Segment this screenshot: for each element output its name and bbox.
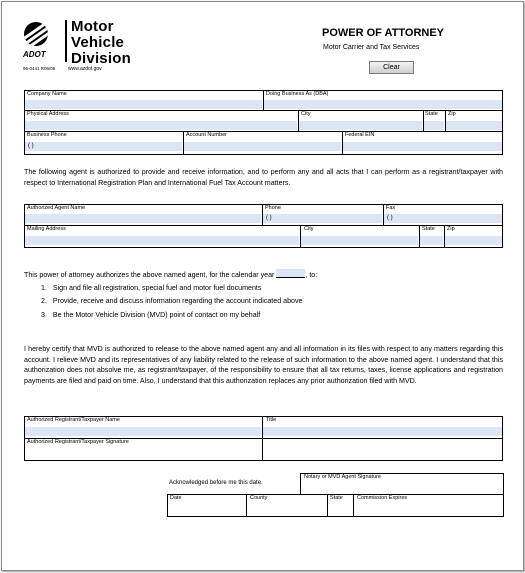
divider [262,438,263,461]
commission-expires-label: Commission Expires [357,495,408,501]
website-link[interactable]: www.azdot.gov [68,66,102,72]
mailing-address-label: Mailing Address [27,226,66,232]
zip-label: Zip [448,111,456,117]
authorization-item [41,297,302,305]
calendar-year-field[interactable] [276,269,305,278]
state-field[interactable] [424,121,444,130]
divider [353,494,354,517]
city-field[interactable] [299,121,422,130]
agent-city-label: City [304,226,314,232]
form-page [1,1,524,571]
acknowledged-text: Acknowledged before me this date. [169,480,263,486]
divider [24,131,503,132]
mailing-address-field[interactable] [25,236,299,245]
brand-line-3: Division [71,50,131,67]
notary-state-label: State [330,495,343,501]
item-number: 1. [41,284,47,292]
agent-fax-parens: ( ) [387,215,393,221]
account-number-field[interactable] [184,142,341,151]
form-subtitle: Motor Carrier and Tax Services [323,44,420,51]
authorization-intro [24,269,317,279]
brand-line-2: Vehicle [71,34,125,51]
phone-parens: ( ) [28,143,34,149]
registrant-name-label: Authorized Registrant/Taxpayer Name [27,417,120,423]
agent-fax-field[interactable] [384,214,502,223]
agent-phone-label: Phone [265,205,281,211]
notary-date-label: Date [170,495,182,501]
business-phone-field[interactable] [25,142,182,151]
authorization-intro-text: This power of attorney authorizes the above named agent, for the calendar year [24,271,275,279]
certification-text: I hereby certify that MVD is authorized to release to the above named agent any and all information in its files with respect to any matters regarding this account. I relieve MVD and its representatives of any liability related to the release of such information to the above named agent. I understand that this authorization does not absolve me, as registrant/taxpayer, of the responsibility to ensure that all tax returns, taxes, license applications and registration payments are filed and paid on time. Also, I understand that this authorization replaces any prior authorization filed with MVD. [24,345,503,385]
agent-phone-field[interactable] [263,214,382,223]
item-text: Provide, receive and discuss information regarding the account indicated above [52,297,303,305]
adot-logo-text: ADOT [23,50,46,59]
company-name-label: Company Name [27,91,67,97]
registrant-name-field[interactable] [25,427,261,436]
physical-address-field[interactable] [25,121,297,130]
federal-ein-label: Federal EIN [345,132,375,138]
brand-line-1: Motor [71,18,114,35]
authorization-item [41,284,261,292]
divider [246,494,247,517]
dba-label: Doing Business As (DBA) [266,91,329,97]
dba-field[interactable] [264,100,502,109]
clear-button[interactable]: Clear [369,61,414,74]
item-number: 2. [41,297,47,305]
agent-name-field[interactable] [25,214,261,223]
company-name-field[interactable] [25,100,262,109]
authorization-intro-suffix: , to: [305,271,318,279]
item-number: 3. [41,311,47,319]
divider [327,494,328,517]
registrant-signature-label: Authorized Registrant/Taxpayer Signature [27,439,129,445]
brand-name [71,19,131,67]
agent-name-label: Authorized Agent Name [27,205,86,211]
agent-phone-parens: ( ) [266,215,272,221]
agent-intro-text: The following agent is authorized to provide and receive information, and to perform any and all acts that I can perform as a registrant/taxpayer with respect to International Registration Plan and International Fuel Tax Account matters. [24,168,503,187]
agent-fax-label: Fax [386,205,396,211]
account-number-label: Account Number [186,132,227,138]
notary-county-label: County [250,495,268,501]
agent-zip-label: Zip [447,226,455,232]
physical-address-label: Physical Address [27,111,69,117]
state-label: State [425,111,438,117]
agent-city-field[interactable] [301,236,418,245]
city-label: City [301,111,311,117]
agent-state-label: State [422,226,435,232]
agent-state-field[interactable] [420,236,443,245]
title-field[interactable] [263,427,502,436]
title-label: Title [266,417,277,423]
item-text: Sign and file all registration, special fuel and motor fuel documents [52,284,262,292]
federal-ein-field[interactable] [343,142,502,151]
adot-logo-icon [24,22,48,46]
zip-field[interactable] [446,121,502,130]
form-title: POWER OF ATTORNEY [322,27,445,39]
brand-divider [65,20,67,62]
item-text: Be the Motor Vehicle Division (MVD) point of contact on my behalf [52,311,261,319]
business-phone-label: Business Phone [27,132,67,138]
agent-zip-field[interactable] [445,236,502,245]
authorization-item [41,311,260,319]
notary-signature-label: Notary or MVD Agent Signature [304,474,382,480]
form-number: 96-0441 R06/06 [23,66,56,71]
